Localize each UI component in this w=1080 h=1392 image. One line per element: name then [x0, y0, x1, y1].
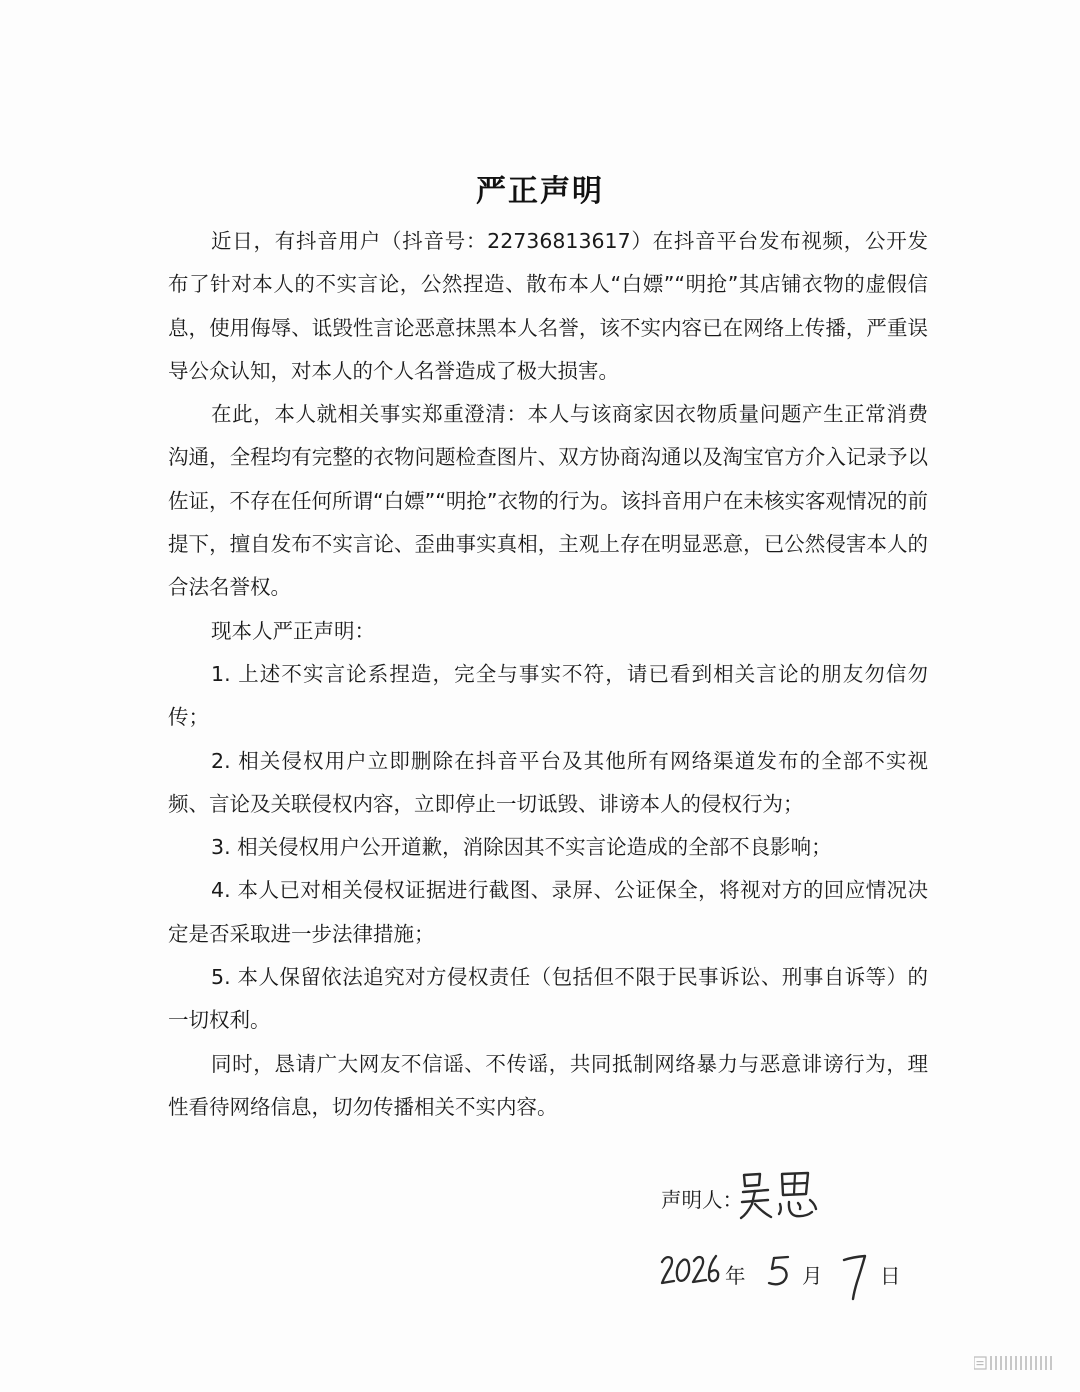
signatory-label: 声明人： [661, 1188, 743, 1212]
list-item-4: 4. 本人已对相关侵权证据进行截图、录屏、公证保全，将视对方的回应情况决定是否采取进一步法律措施； [168, 878, 928, 946]
paragraph-intro: 近日，有抖音用户（抖音号：22736813617）在抖音平台发布视频，公开发布了针对本人的不实言论，公然捏造、散布本人“白嫖”“明抢”其店铺衣物的虚假信息，使用侮辱、诋毁性言论恶意抹黑本人名誉，该不实内容已在网络上传播，严重误导公众认知，对本人的个人名誉造成了极大损害。 [168, 229, 928, 383]
list-item-2: 2. 相关侵权用户立即删除在抖音平台及其他所有网络渠道发布的全部不实视频、言论及关联侵权内容，立即停止一切诋毁、诽谤本人的侵权行为； [168, 748, 928, 816]
handwritten-day [841, 1252, 871, 1302]
paragraph-appeal: 同时，恳请广大网友不信谣、不传谣，共同抵制网络暴力与恶意诽谤行为，理性看待网络信息，切勿传播相关不实内容。 [168, 1051, 928, 1119]
paragraph-clarification: 在此，本人就相关事实郑重澄清：本人与该商家因衣物质量问题产生正常消费沟通，全程均有完整的衣物问题检查图片、双方协商沟通以及淘宝官方介入记录予以佐证，不存在任何所谓“白嫖”“明抢”衣物的行为。该抖音用户在未核实客观情况的前提下，擅自发布不实言论、歪曲事实真相，主观上存在明显恶意，已公然侵害本人的合法名誉权。 [168, 402, 928, 600]
paragraph-declaration-lead: 现本人严正声明： [211, 618, 376, 643]
list-item-1: 1. 上述不实言论系捏造，完全与事实不符，请已看到相关言论的朋友勿信勿传； [168, 661, 928, 730]
handwritten-month [766, 1254, 794, 1288]
day-unit: 日 [880, 1264, 901, 1288]
handwritten-year [660, 1253, 722, 1289]
document-title: 严正声明 [476, 174, 604, 209]
month-unit: 月 [802, 1264, 823, 1288]
year-unit: 年 [725, 1264, 746, 1288]
list-item-3: 3. 相关侵权用户公开道歉，消除因其不实言论造成的全部不良影响； [211, 835, 832, 860]
handwritten-signature [738, 1170, 828, 1222]
list-item-5: 5. 本人保留依法追究对方侵权责任（包括但不限于民事诉讼、刑事自诉等）的一切权利。 [168, 965, 928, 1033]
document-body [168, 220, 928, 1129]
watermark-icon [974, 1354, 1058, 1372]
